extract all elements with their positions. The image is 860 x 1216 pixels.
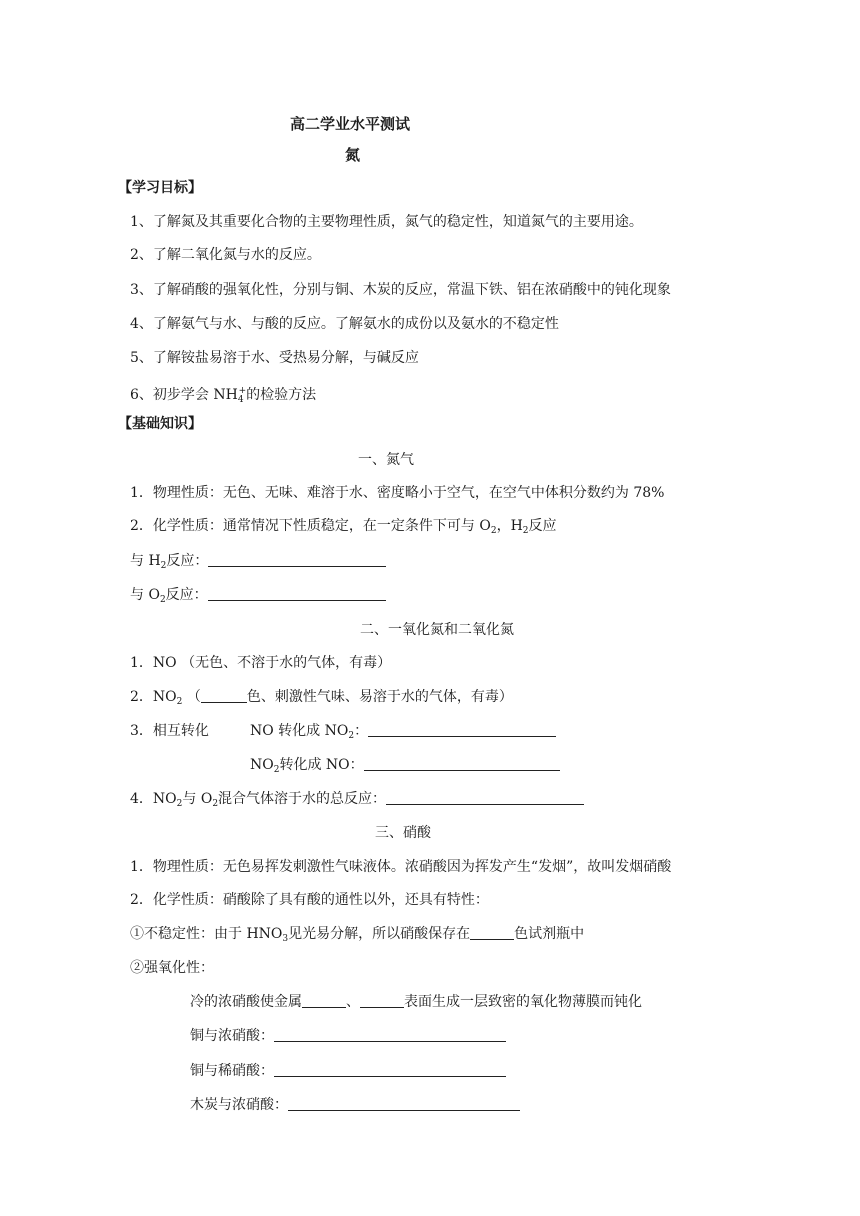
o2-reaction-blank[interactable]: [208, 586, 386, 601]
page-title: 高二学业水平测试: [290, 115, 411, 133]
conversion-label: 3．相互转化: [130, 723, 209, 739]
cu-conc-blank[interactable]: [274, 1027, 506, 1042]
metal-blank-2[interactable]: [360, 993, 404, 1008]
mix-reaction-blank[interactable]: [386, 790, 584, 805]
no2-properties: 2．$NO_2$ （ 色、刺激性气味、易溶于水的气体，有毒）: [130, 689, 513, 707]
nitric-oxidizing: ②强氧化性：: [130, 960, 214, 976]
c-conc-line: 木炭与浓硝酸：: [190, 1095, 520, 1115]
nitrogen-chemical: 2．化学性质：通常情况下性质稳定，在一定条件下可与 $O_2$，$H_2$反应: [130, 518, 557, 536]
goal-item-4: 4、了解氨气与水、与酸的反应。了解氨水的成份以及氨水的不稳定性: [130, 316, 559, 332]
basics-heading: 【基础知识】: [118, 416, 202, 432]
no-to-no2-blank[interactable]: [368, 722, 556, 737]
passivation-line: 冷的浓硝酸使金属 、 表面生成一层致密的氧化物薄膜而钝化: [190, 994, 642, 1010]
cu-dilute-blank[interactable]: [274, 1062, 506, 1077]
goal-item-3: 3、了解硝酸的强氧化性，分别与铜、木炭的反应，常温下铁、铝在浓硝酸中的钝化现象: [130, 282, 671, 298]
no-properties: 1．NO （无色、不溶于水的气体，有毒）: [130, 655, 392, 671]
bottle-color-blank[interactable]: [470, 925, 514, 940]
o2-reaction-line: 与 $O_2$反应：: [130, 585, 386, 610]
nitrogen-section-title: 一、氮气: [358, 452, 414, 468]
h2-reaction-blank[interactable]: [208, 552, 386, 567]
nitric-unstable: ①不稳定性：由于 $HNO_3$见光易分解，所以硝酸保存在 色试剂瓶中: [130, 926, 585, 944]
h2-reaction-line: 与 $H_2$反应：: [130, 551, 386, 576]
no-to-no2-line: NO 转化成 $NO_2$：: [250, 721, 556, 746]
cu-conc-line: 铜与浓硝酸：: [190, 1026, 506, 1046]
nitric-chemical: 2．化学性质：硝酸除了具有酸的通性以外，还具有特性：: [130, 892, 489, 908]
no2-color-blank[interactable]: [201, 688, 247, 703]
goal-item-1: 1、了解氮及其重要化合物的主要物理性质，氮气的稳定性，知道氮气的主要用途。: [130, 214, 643, 230]
goals-heading: 【学习目标】: [118, 180, 202, 196]
nitric-section-title: 三、硝酸: [375, 825, 431, 841]
metal-blank-1[interactable]: [302, 993, 346, 1008]
no2-to-no-blank[interactable]: [364, 756, 560, 771]
no2-to-no-line: $NO_2$转化成 NO：: [250, 755, 560, 780]
goal-item-5: 5、了解铵盐易溶于水、受热易分解，与碱反应: [130, 350, 419, 366]
goal-item-2: 2、了解二氧化氮与水的反应。: [130, 247, 321, 263]
oxides-section-title: 二、一氧化氮和二氧化氮: [360, 622, 514, 638]
nitrogen-physical: 1．物理性质：无色、无味、难溶于水、密度略小于空气，在空气中体积分数约为 78%: [130, 485, 665, 501]
page-subtitle: 氮: [345, 146, 361, 164]
cu-dilute-line: 铜与稀硝酸：: [190, 1061, 506, 1081]
goal-item-6: 6、初步学会 $NH_4^+$的检验方法: [130, 386, 317, 405]
nitric-physical: 1．物理性质：无色易挥发刺激性气味液体。浓硝酸因为挥发产生“发烟”，故叫发烟硝酸: [130, 859, 672, 875]
c-conc-blank[interactable]: [288, 1096, 520, 1111]
mix-reaction-line: 4．$NO_2$与 $O_2$混合气体溶于水的总反应：: [130, 789, 584, 814]
